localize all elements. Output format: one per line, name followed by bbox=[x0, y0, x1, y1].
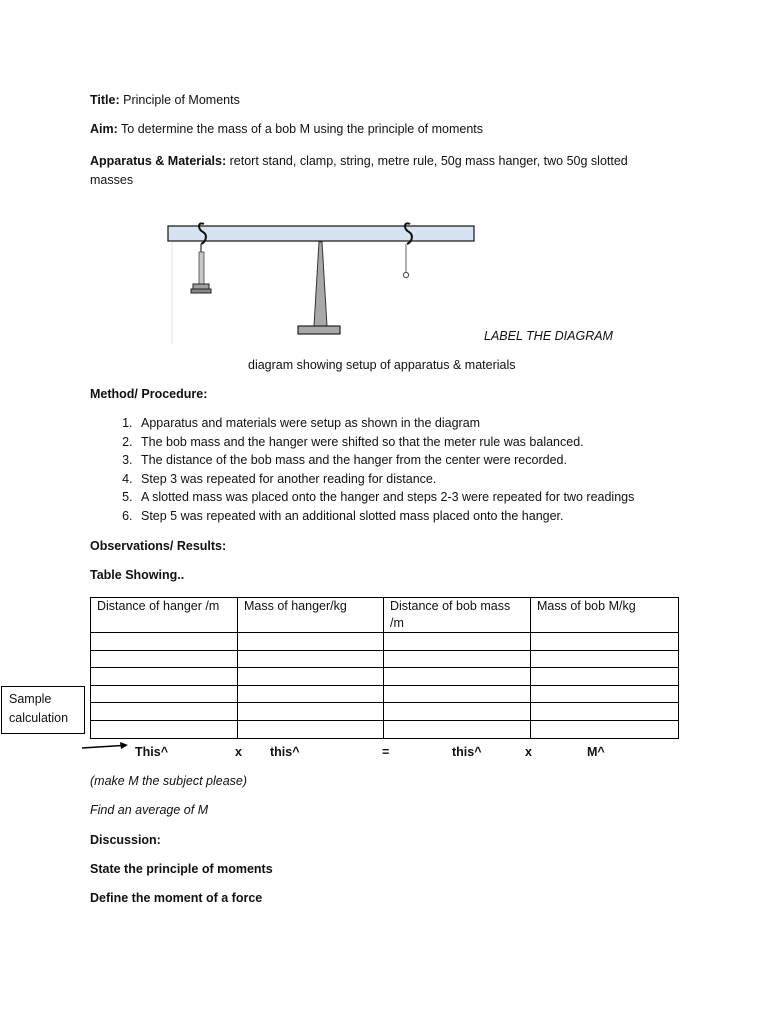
table-cell[interactable] bbox=[238, 720, 384, 738]
table-cell[interactable] bbox=[91, 685, 238, 703]
table-cell[interactable] bbox=[238, 685, 384, 703]
discussion-heading: Discussion: bbox=[90, 833, 161, 847]
discussion-question-2: Define the moment of a force bbox=[90, 891, 263, 905]
table-row bbox=[91, 650, 679, 668]
bob-mass bbox=[403, 272, 408, 277]
method-heading: Method/ Procedure: bbox=[90, 387, 208, 401]
results-table bbox=[90, 597, 679, 739]
metre-rule bbox=[168, 226, 474, 241]
method-step: 6. Step 5 was repeated with an additional slotted mass placed onto the hanger. bbox=[136, 507, 634, 526]
table-cell[interactable] bbox=[91, 720, 238, 738]
table-cell[interactable] bbox=[238, 633, 384, 651]
table-cell[interactable] bbox=[384, 703, 531, 721]
table-row bbox=[91, 668, 679, 686]
table-cell[interactable] bbox=[531, 633, 679, 651]
apparatus-label: Apparatus & Materials: bbox=[90, 154, 227, 168]
title-label: Title: bbox=[90, 93, 120, 107]
table-cell[interactable] bbox=[238, 703, 384, 721]
sample-label-1: Sample bbox=[9, 692, 52, 706]
table-row bbox=[91, 633, 679, 651]
table-cell[interactable] bbox=[384, 685, 531, 703]
table-header-row bbox=[91, 598, 679, 633]
table-cell[interactable] bbox=[531, 703, 679, 721]
table-cell[interactable] bbox=[91, 703, 238, 721]
title-value: Principle of Moments bbox=[123, 93, 240, 107]
table-cell[interactable] bbox=[531, 650, 679, 668]
calc-term-1: This^ bbox=[135, 745, 168, 759]
header-distance-hanger: Distance of hanger /m bbox=[91, 598, 238, 633]
note-average: Find an average of M bbox=[90, 803, 209, 817]
method-steps bbox=[112, 414, 634, 526]
sample-calculation-box bbox=[1, 686, 85, 734]
method-step: 1. Apparatus and materials were setup as shown in the diagram bbox=[136, 414, 634, 433]
table-cell[interactable] bbox=[384, 720, 531, 738]
table-cell[interactable] bbox=[384, 650, 531, 668]
calc-equals: = bbox=[382, 745, 390, 759]
label-diagram-instruction: LABEL THE DIAGRAM bbox=[484, 329, 613, 343]
aim-line bbox=[90, 122, 483, 136]
aim-value: To determine the mass of a bob M using the principle of moments bbox=[121, 122, 484, 136]
table-cell[interactable] bbox=[531, 685, 679, 703]
table-cell[interactable] bbox=[91, 650, 238, 668]
table-cell[interactable] bbox=[531, 668, 679, 686]
diagram-caption: diagram showing setup of apparatus & materials bbox=[248, 358, 516, 372]
apparatus-line bbox=[90, 152, 628, 190]
calc-term-3: this^ bbox=[452, 745, 482, 759]
header-mass-hanger: Mass of hanger/kg bbox=[238, 598, 384, 633]
stand-base bbox=[298, 326, 340, 334]
table-row bbox=[91, 703, 679, 721]
table-cell[interactable] bbox=[238, 650, 384, 668]
table-cell[interactable] bbox=[531, 720, 679, 738]
apparatus-value-1: retort stand, clamp, string, metre rule, 50g mass hanger, two 50g slotted bbox=[229, 154, 628, 168]
table-cell[interactable] bbox=[384, 633, 531, 651]
calc-term-2: this^ bbox=[270, 745, 300, 759]
table-cell[interactable] bbox=[238, 668, 384, 686]
method-step: 3. The distance of the bob mass and the hanger from the center were recorded. bbox=[136, 451, 634, 470]
method-step: 5. A slotted mass was placed onto the hanger and steps 2-3 were repeated for two readings bbox=[136, 488, 634, 507]
method-step: 2. The bob mass and the hanger were shifted so that the meter rule was balanced. bbox=[136, 433, 634, 452]
calc-times-1: x bbox=[235, 745, 242, 759]
calc-times-2: x bbox=[525, 745, 532, 759]
discussion-question-1: State the principle of moments bbox=[90, 862, 273, 876]
observations-heading: Observations/ Results: bbox=[90, 539, 227, 553]
aim-label: Aim: bbox=[90, 122, 118, 136]
table-row bbox=[91, 720, 679, 738]
note-make-subject: (make M the subject please) bbox=[90, 774, 248, 788]
hanger-rod bbox=[199, 252, 204, 284]
pivot-stand bbox=[314, 242, 327, 326]
header-mass-bob: Mass of bob M/kg bbox=[531, 598, 679, 633]
table-cell[interactable] bbox=[91, 668, 238, 686]
table-title: Table Showing.. bbox=[90, 568, 185, 582]
table-cell[interactable] bbox=[384, 668, 531, 686]
table-row bbox=[91, 685, 679, 703]
header-distance-bob: Distance of bob mass /m bbox=[384, 598, 531, 633]
apparatus-value-2: masses bbox=[90, 173, 134, 187]
arrow-right-icon bbox=[80, 742, 130, 752]
apparatus-diagram bbox=[160, 216, 490, 346]
table-cell[interactable] bbox=[91, 633, 238, 651]
calc-term-4: M^ bbox=[587, 745, 605, 759]
mass-hanger bbox=[193, 284, 209, 289]
sample-label-2: calculation bbox=[9, 711, 69, 725]
title-line bbox=[90, 93, 240, 107]
method-step: 4. Step 3 was repeated for another reading for distance. bbox=[136, 470, 634, 489]
hanger-base bbox=[191, 289, 211, 293]
